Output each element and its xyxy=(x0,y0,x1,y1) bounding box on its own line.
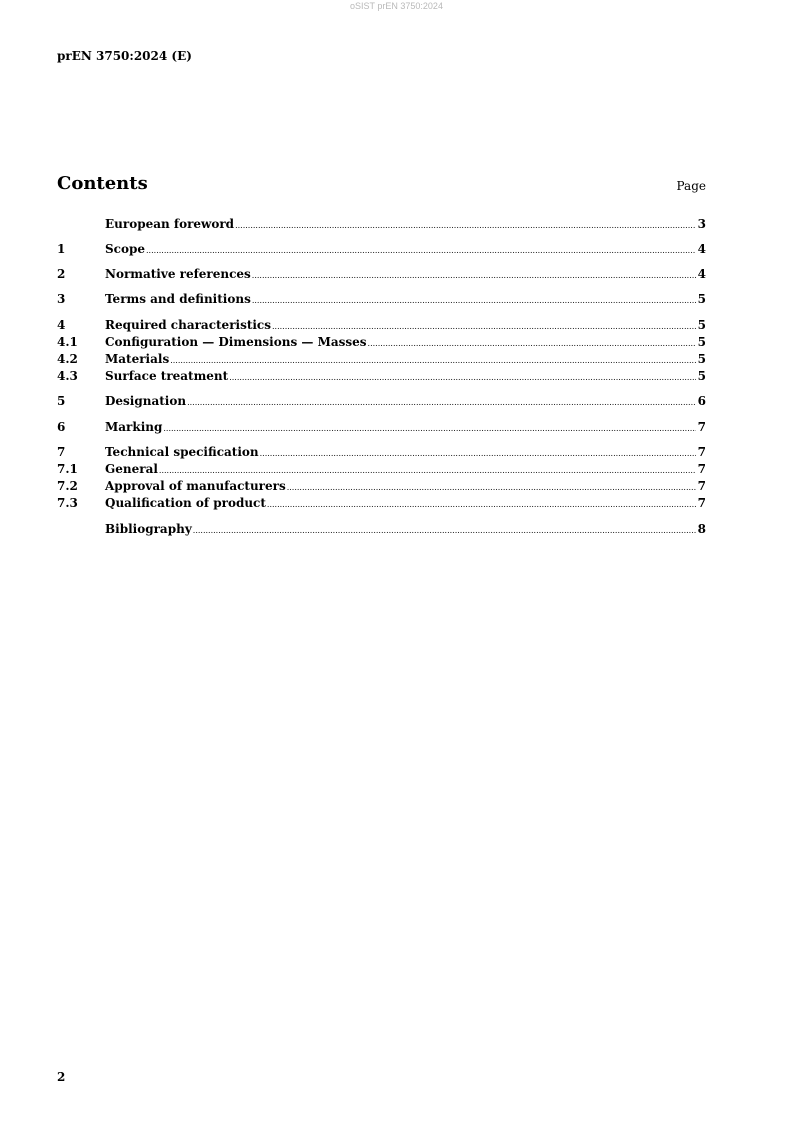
toc-entry-title: Normative references xyxy=(105,267,251,281)
toc-entry[interactable] xyxy=(57,496,706,510)
toc-entry-title: Technical specification xyxy=(105,445,259,459)
toc-entry-title: Scope xyxy=(105,242,146,256)
toc-entry-title: Marking xyxy=(105,420,163,434)
toc-entry-page: 5 xyxy=(697,369,706,383)
toc-dot-leader xyxy=(235,219,696,233)
page-column-label: Page xyxy=(676,179,706,193)
toc-entry-page: 8 xyxy=(697,522,706,536)
toc-entry-number: 5 xyxy=(57,394,66,408)
page-number: 2 xyxy=(57,1070,66,1084)
contents-header xyxy=(57,173,706,197)
toc-entry-title: Terms and definitions xyxy=(105,292,251,306)
toc-entry[interactable] xyxy=(57,318,706,332)
toc-entry[interactable] xyxy=(57,462,706,476)
toc-entry[interactable] xyxy=(57,242,706,256)
toc-dot-leader xyxy=(267,498,696,512)
toc-entry[interactable] xyxy=(57,217,706,231)
toc-entry-page: 7 xyxy=(697,462,706,476)
toc-entry-page: 5 xyxy=(697,352,706,366)
toc-entry-number: 7.1 xyxy=(57,462,78,476)
toc-entry-number: 6 xyxy=(57,420,66,434)
toc-entry[interactable] xyxy=(57,420,706,434)
toc-entry[interactable] xyxy=(57,522,706,536)
toc-entry-title: Required characteristics xyxy=(105,318,271,332)
toc-entry-number: 7 xyxy=(57,445,66,459)
toc-entry-number: 1 xyxy=(57,242,66,256)
toc-entry-title: General xyxy=(105,462,158,476)
toc-dot-leader xyxy=(163,422,695,436)
toc-dot-leader xyxy=(252,269,696,283)
toc-entry-page: 5 xyxy=(697,318,706,332)
toc-entry-title: Materials xyxy=(105,352,170,366)
toc-dot-leader xyxy=(193,524,696,538)
watermark: oSIST prEN 3750:2024 xyxy=(350,1,443,11)
toc-entry-number: 4.1 xyxy=(57,335,78,349)
toc-entry[interactable] xyxy=(57,352,706,366)
toc-entry-page: 7 xyxy=(697,420,706,434)
toc-dot-leader xyxy=(159,464,696,478)
toc-entry-number: 3 xyxy=(57,292,66,306)
toc-entry-page: 6 xyxy=(697,394,706,408)
toc-entry-title: Surface treatment xyxy=(105,369,229,383)
toc-dot-leader xyxy=(368,337,696,351)
toc-entry-page: 7 xyxy=(697,479,706,493)
toc-entry[interactable] xyxy=(57,292,706,306)
toc-entry[interactable] xyxy=(57,335,706,349)
toc-entry-title: Designation xyxy=(105,394,187,408)
toc-entry-number: 7.2 xyxy=(57,479,78,493)
toc-dot-leader xyxy=(287,481,696,495)
toc-entry[interactable] xyxy=(57,369,706,383)
toc-dot-leader xyxy=(187,396,696,410)
toc-entry-title: Bibliography xyxy=(105,522,192,536)
toc-dot-leader xyxy=(260,447,696,461)
contents-title: Contents xyxy=(57,173,148,194)
toc-dot-leader xyxy=(146,244,696,258)
toc-entry-page: 5 xyxy=(697,335,706,349)
toc-entry-number: 4 xyxy=(57,318,66,332)
toc-entry[interactable] xyxy=(57,267,706,281)
toc-entry-title: European foreword xyxy=(105,217,235,231)
toc-entry-number: 7.3 xyxy=(57,496,78,510)
toc-entry-page: 7 xyxy=(697,445,706,459)
document-id: prEN 3750:2024 (E) xyxy=(57,49,192,63)
toc-dot-leader xyxy=(229,371,695,385)
toc-entry-page: 7 xyxy=(697,496,706,510)
toc-entry-page: 3 xyxy=(697,217,706,231)
toc-entry-page: 5 xyxy=(697,292,706,306)
toc-entry-page: 4 xyxy=(697,242,706,256)
toc-entry[interactable] xyxy=(57,394,706,408)
toc-entry-number: 4.2 xyxy=(57,352,78,366)
toc-entry-number: 4.3 xyxy=(57,369,78,383)
toc-entry-title: Qualification of product xyxy=(105,496,266,510)
toc-entry[interactable] xyxy=(57,445,706,459)
toc-entry-title: Configuration — Dimensions — Masses xyxy=(105,335,367,349)
toc-entry-number: 2 xyxy=(57,267,66,281)
toc-dot-leader xyxy=(170,354,695,368)
toc-dot-leader xyxy=(252,294,696,308)
toc-entry[interactable] xyxy=(57,479,706,493)
toc-entry-title: Approval of manufacturers xyxy=(105,479,286,493)
toc-entry-page: 4 xyxy=(697,267,706,281)
toc-dot-leader xyxy=(272,320,696,334)
